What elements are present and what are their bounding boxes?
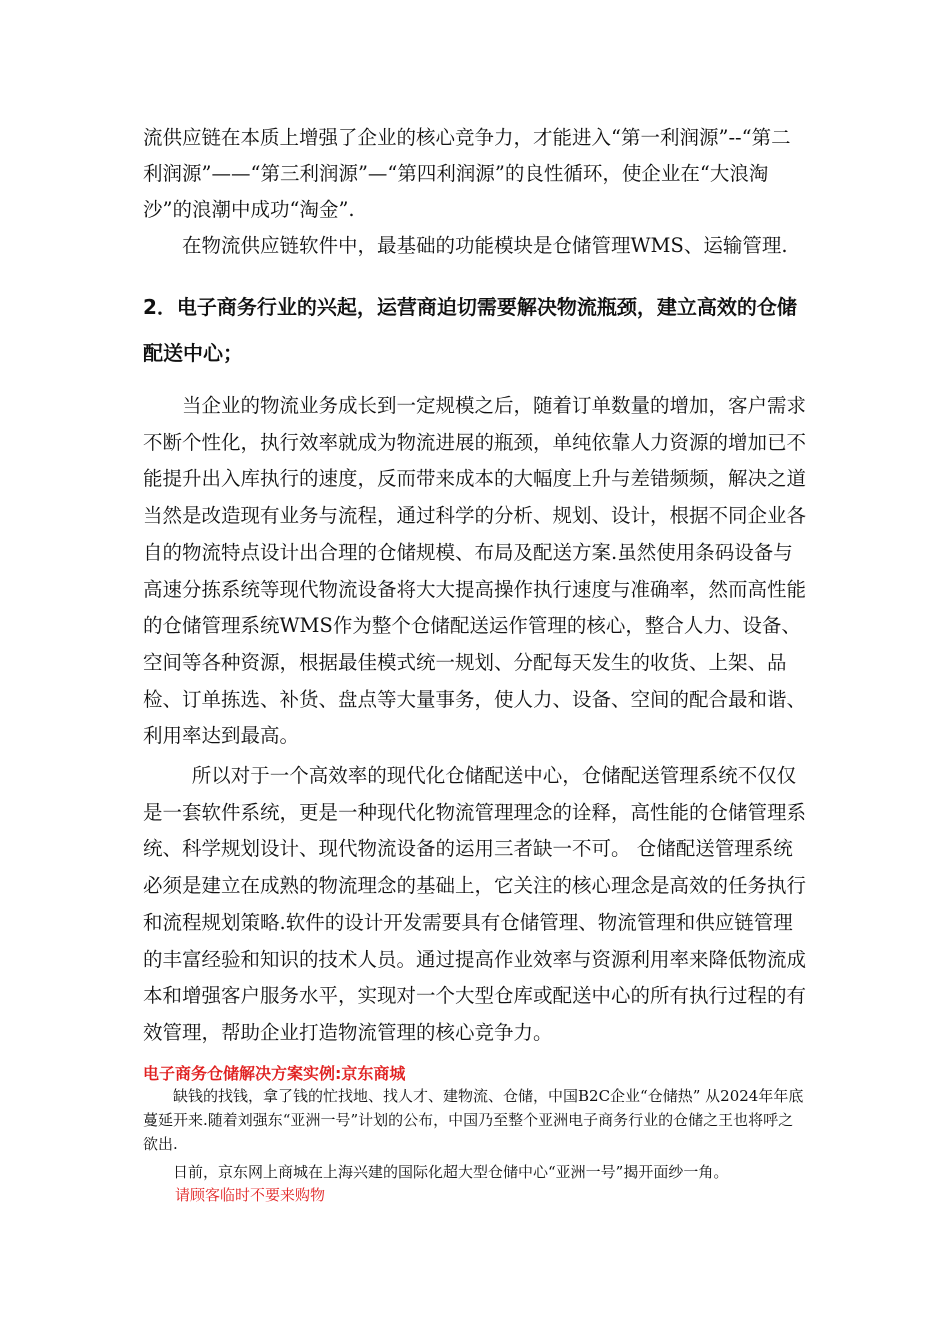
paragraph-supply-chain	[143, 120, 807, 264]
case-study-notice: 请顾客临时不要来购物	[175, 1186, 326, 1204]
case-study-paragraph-2: 日前，京东网上商城在上海兴建的国际化超大型仓储中心“亚洲一号”揭开面纱一角。	[173, 1163, 729, 1181]
case-study-title: 电子商务仓储解决方案实例:京东商城	[143, 1064, 406, 1083]
paragraph-indent-line: 在物流供应链软件中，最基础的功能模块是仓储管理WMS、运输管理.	[182, 234, 788, 257]
paragraph-wms-bottleneck: 当企业的物流业务成长到一定规模之后，随着订单数量的增加，客户需求不断个性化，执行效率就成为物流进展的瓶颈，单纯依靠人力资源的增加已不能提升出入库执行的速度，反而带来成本的大幅度上升与差错频频，解决之道当然是改造现有业务与流程，通过科学的分析、规划、设计，根据不同企业各自的物流特点设计出合理的仓储规模、布局及配送方案.虽然使用条码设备与高速分拣系统等现代物流设备将大大提高操作执行速度与准确率，然而高性能的仓储管理系统WMS作为整个仓储配送运作管理的核心，整合人力、设备、空间等各种资源，根据最佳模式统一规划、分配每天发生的收货、上架、品检、订单拣选、补货、盘点等大量事务，使人力、设备、空间的配合最和谐、利用率达到最高。	[143, 394, 807, 748]
paragraph-wms-philosophy: 所以对于一个高效率的现代化仓储配送中心，仓储配送管理系统不仅仅是一套软件系统，更是一种现代化物流管理理念的诠释，高性能的仓储管理系统、科学规划设计、现代物流设备的运用三者缺一不可。 仓储配送管理系统必须是建立在成熟的物流理念的基础上，它关注的核心理念是高效的任务执行和流程规划策略.软件的设计开发需要具有仓储管理、物流管理和供应链管理的丰富经验和知识的技术人员。通过提高作业效率与资源利用率来降低物流成本和增强客户服务水平，实现对一个大型仓库或配送中心的所有执行过程的有效管理，帮助企业打造物流管理的核心竞争力。	[143, 764, 807, 1044]
paragraph-text: 流供应链在本质上增强了企业的核心竞争力，才能进入“第一利润源”--“第二利润源”——“第三利润源”—“第四利润源”的良性循环，使企业在“大浪淘沙”的浪潮中成功“淘金”.	[143, 126, 791, 221]
section-heading-2: 2．电子商务行业的兴起，运营商迫切需要解决物流瓶颈，建立高效的仓储配送中心；	[143, 295, 797, 365]
case-study-paragraph-1: 缺钱的找钱，拿了钱的忙找地、找人才、建物流、仓储，中国B2C企业“仓储热” 从2024年年底蔓延开来.随着刘强东“亚洲一号”计划的公布，中国乃至整个亚洲电子商务行业的仓储之王也将呼之欲出.	[143, 1087, 804, 1153]
